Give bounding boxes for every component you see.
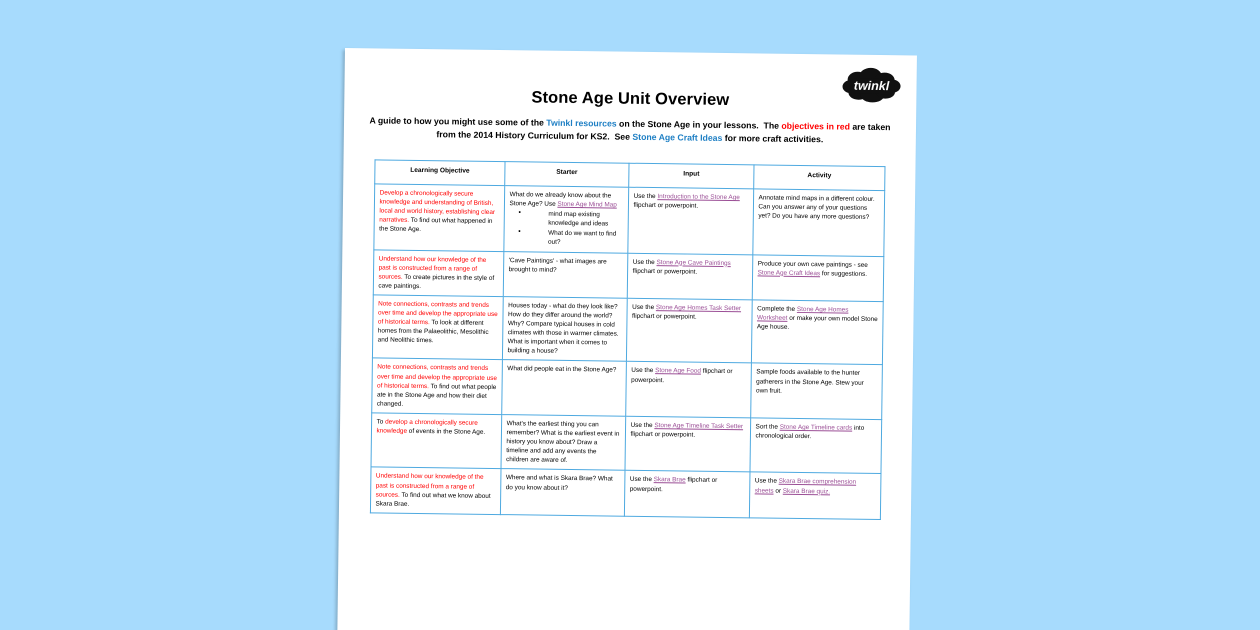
- cell-activity: [749, 472, 881, 519]
- input-text-post: flipchart or powerpoint.: [631, 368, 733, 384]
- objective-black-text: To create pictures in the style of cave paintings.: [378, 273, 495, 290]
- link-skara-brae[interactable]: Skara Brae: [653, 476, 686, 484]
- activity-text-pre: Sample foods available to the hunter gatherers in the Stone Age. Stew your own fruit.: [756, 368, 864, 395]
- cell-starter: [500, 469, 625, 516]
- subtitle-text-1: A guide to how you might use some of the: [369, 115, 547, 128]
- svg-text:twinkl: twinkl: [853, 78, 890, 94]
- objective-red-text: Develop a chronologically secure knowledge and understanding of British, local and world history, establishing clear narratives.: [379, 189, 496, 225]
- cell-input: [626, 298, 752, 363]
- activity-text-pre: Produce your own cave paintings - see: [757, 259, 868, 269]
- activity-text-post: or make your own model Stone Age house.: [756, 314, 878, 331]
- cell-activity: [751, 300, 883, 365]
- activity-text-post: for suggestions.: [820, 269, 868, 278]
- activity-text-pre: Use the: [754, 477, 779, 486]
- cell-activity: [749, 418, 881, 474]
- table-row: [373, 184, 884, 256]
- column-header-input: Input: [628, 163, 753, 189]
- cell-starter: [501, 415, 626, 471]
- link-twinkl-resources[interactable]: Twinkl resources: [546, 117, 617, 129]
- unit-overview-table: [369, 159, 885, 519]
- table-row: [371, 358, 882, 419]
- cell-activity: [752, 254, 884, 301]
- cell-input: [624, 471, 750, 518]
- starter-bullet-list: [509, 209, 623, 248]
- page-title: Stone Age Unit Overview: [531, 88, 730, 110]
- objective-black-text: of events in the Stone Age.: [407, 427, 486, 436]
- activity-text-pre: Complete the: [757, 305, 797, 313]
- objective-red-text: Understand how our knowledge of the past is constructed from a range of sources.: [378, 254, 487, 281]
- table-row: [371, 413, 882, 474]
- link-stone-age-timeline-task-setter[interactable]: Stone Age Timeline Task Setter: [654, 422, 744, 431]
- link-stone-age-timeline-cards[interactable]: Stone Age Timeline cards: [779, 423, 853, 432]
- objective-black-text: To find out what we know about Skara Brae.: [375, 491, 491, 508]
- objective-red-text: Understand how our knowledge of the past is constructed from a range of sources.: [375, 472, 484, 499]
- twinkl-logo: [840, 64, 903, 105]
- objective-black-text: To find out what people ate in the Stone Age and how their diet changed.: [376, 382, 497, 408]
- column-header-activity: Activity: [753, 165, 884, 191]
- objective-red-text: Note connections, contrasts and trends over time and develop the appropriate use of historical terms.: [377, 363, 497, 390]
- starter-text: What's the earliest thing you can remember? What is the earliest event in history you know about? Draw a timeline and add any events the children are aware of.: [506, 420, 620, 465]
- link-stone-age-homes-worksheet[interactable]: Stone Age Homes Worksheet: [756, 305, 849, 322]
- subtitle-text-3: are taken from the 2014 History Curriculum for KS2. See: [436, 121, 891, 143]
- cell-starter: [501, 360, 626, 416]
- input-text-pre: Use the: [633, 192, 658, 201]
- input-text-post: flipchart or powerpoint.: [629, 476, 718, 493]
- objective-black-prefix: To: [376, 418, 386, 426]
- cell-starter: [502, 296, 627, 361]
- input-text-pre: Use the: [631, 367, 656, 375]
- table-row: [372, 295, 883, 365]
- cell-starter: [503, 186, 628, 253]
- activity-text-mid: or: [773, 487, 783, 495]
- starter-text: What did people eat in the Stone Age?: [507, 365, 617, 375]
- input-text-post: flipchart or powerpoint.: [632, 267, 698, 276]
- cell-learning-objective: [373, 184, 504, 251]
- list-item: ● mind map existing knowledge and ideas: [518, 209, 623, 229]
- input-text-post: flipchart or powerpoint.: [633, 201, 699, 210]
- link-stone-age-homes-task-setter[interactable]: Stone Age Homes Task Setter: [655, 303, 742, 313]
- document-page: [337, 48, 917, 630]
- column-header-starter: Starter: [504, 162, 628, 188]
- activity-text-pre: Annotate mind maps in a different colour. Can you answer any of your questions yet? Do you have any more questions?: [758, 194, 875, 222]
- link-stone-age-mind-map[interactable]: Stone Age Mind Map: [557, 200, 617, 209]
- starter-text: Houses today - what do they look like? How do they differ around the world? Why? Compare typical houses in cold climates with those in warmer climates. What is important when it comes to building a house?: [507, 302, 619, 356]
- cell-learning-objective: [373, 249, 504, 296]
- subtitle-text-4: for more craft activities.: [722, 133, 824, 145]
- page-subtitle: [366, 114, 894, 148]
- link-stone-age-food[interactable]: Stone Age Food: [655, 367, 701, 376]
- activity-text-post: into chronological order.: [755, 424, 865, 441]
- starter-text: Where and what is Skara Brae? What do you know about it?: [505, 474, 613, 492]
- objective-red-text: Note connections, contrasts and trends over time and develop the appropriate use of historical terms.: [377, 300, 498, 327]
- cell-input: [624, 416, 750, 472]
- cell-input: [627, 187, 753, 254]
- cell-input: [625, 362, 751, 418]
- table-row: [370, 467, 881, 519]
- objective-red-text: develop a chronologically secure knowledge: [376, 418, 478, 435]
- cell-learning-objective: [371, 358, 502, 414]
- cell-activity: [750, 363, 882, 419]
- input-text-pre: Use the: [632, 258, 657, 266]
- input-text-pre: Use the: [632, 303, 656, 311]
- list-item: ● What do we want to find out?: [518, 229, 623, 249]
- cell-input: [627, 253, 753, 300]
- objectives-in-red-text: objectives in red: [781, 120, 851, 132]
- cell-learning-objective: [371, 413, 502, 469]
- cell-activity: [752, 189, 884, 256]
- table-row: [373, 249, 884, 301]
- input-text-post: flipchart or powerpoint.: [630, 430, 696, 439]
- input-text-pre: Use the: [630, 421, 655, 430]
- link-introduction-to-the-stone-age[interactable]: Introduction to the Stone Age: [657, 193, 740, 202]
- link-skara-brae-quiz[interactable]: Skara Brae quiz.: [782, 487, 831, 495]
- link-stone-age-craft-ideas[interactable]: Stone Age Craft Ideas: [757, 269, 821, 277]
- column-header-learning-objective: Learning Objective: [374, 160, 504, 186]
- starter-text: 'Cave Paintings' - what images are brought to mind?: [508, 256, 607, 274]
- link-skara-brae-comprehension-sheets[interactable]: Skara Brae comprehension sheets: [754, 478, 857, 495]
- objective-black-text: To look at different homes from the Palaeolithic, Mesolithic and Neolithic times.: [377, 319, 489, 345]
- link-stone-age-cave-paintings[interactable]: Stone Age Cave Paintings: [656, 258, 731, 267]
- starter-text: What do we already know about the Stone Age? Use: [509, 191, 612, 208]
- objective-black-text: To find out what happened in the Stone Age.: [379, 217, 493, 234]
- input-text-pre: Use the: [629, 476, 654, 484]
- cell-learning-objective: [372, 295, 503, 360]
- activity-text-pre: Sort the: [755, 423, 780, 431]
- cell-learning-objective: [370, 467, 501, 514]
- input-text-post: flipchart or powerpoint.: [631, 312, 697, 321]
- cell-starter: [503, 251, 628, 298]
- subtitle-text-2: on the Stone Age in your lessons. The: [616, 118, 782, 131]
- link-stone-age-craft-ideas[interactable]: Stone Age Craft Ideas: [632, 132, 723, 144]
